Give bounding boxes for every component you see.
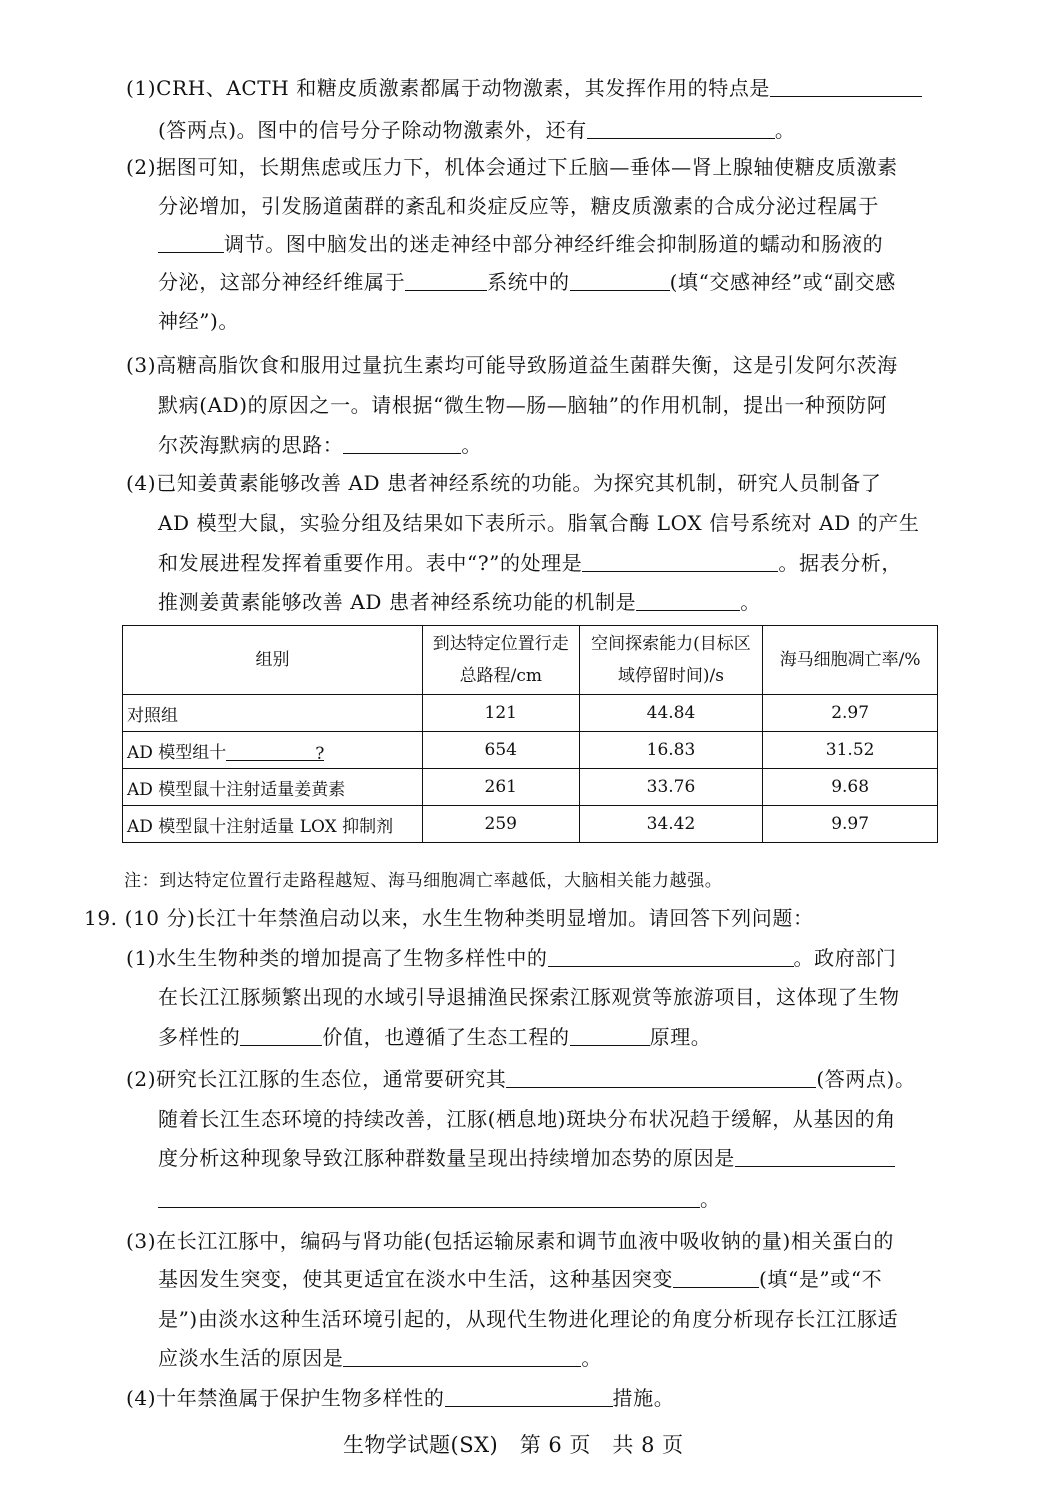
- cell-group: AD 模型组十 ?: [123, 732, 423, 769]
- cell-group: AD 模型鼠十注射适量姜黄素: [123, 769, 423, 806]
- answer-blank: [343, 433, 461, 454]
- table-row: [123, 695, 938, 732]
- answer-blank: [587, 118, 775, 139]
- q19-part2-line2: 随着长江生态环境的持续改善，江豚(栖息地)斑块分布状况趋于缓解，从基因的角: [158, 1107, 896, 1131]
- cell-distance: 121: [422, 695, 579, 732]
- cell-time: 44.84: [579, 695, 763, 732]
- q18-part4-line2: AD 模型大鼠，实验分组及结果如下表所示。脂氧合酶 LOX 信号系统对 AD 的产生: [158, 511, 920, 535]
- q18-part2-line1: (2)据图可知，长期焦虑或压力下，机体会通过下丘脑—垂体—肾上腺轴使糖皮质激素: [126, 155, 898, 179]
- q19-part3-line3: 是”)由淡水这种生活环境引起的，从现代生物进化理论的角度分析现存长江江豚适: [158, 1307, 899, 1331]
- question-mark-blank: ?: [226, 744, 324, 761]
- answer-blank: [506, 1067, 816, 1088]
- q19-part2-line3: 度分析这种现象导致江豚种群数量呈现出持续增加态势的原因是: [158, 1145, 895, 1171]
- table-row: [123, 769, 938, 806]
- cell-distance: 654: [422, 732, 579, 769]
- q18-part2-line4: 分泌，这部分神经纤维属于 系统中的 (填“交感神经”或“副交感: [158, 270, 896, 294]
- answer-blank: [343, 1346, 581, 1367]
- table-row: [123, 806, 938, 843]
- answer-blank: [673, 1267, 759, 1288]
- q18-part1-line2: (答两点)。图中的信号分子除动物激素外，还有 。: [158, 118, 796, 142]
- cell-apoptosis: 2.97: [763, 695, 938, 732]
- q19-part4-line1: (4)十年禁渔属于保护生物多样性的 措施。: [126, 1386, 675, 1410]
- answer-blank: [158, 232, 224, 253]
- page-footer: 生物学试题(SX) 第 6 页 共 8 页: [343, 1433, 684, 1457]
- q19-part1-line2: 在长江江豚频繁出现的水域引导退捕渔民探索江豚观赏等旅游项目，这体现了生物: [158, 985, 900, 1009]
- q18-part4-line4: 推测姜黄素能够改善 AD 患者神经系统功能的机制是 。: [158, 590, 761, 614]
- q19-part3-line2: 基因发生突变，使其更适宜在淡水中生活，这种基因突变 (填“是”或“不: [158, 1267, 883, 1291]
- q18-part2-line3: 调节。图中脑发出的迷走神经中部分神经纤维会抑制肠道的蠕动和肠液的: [158, 231, 883, 257]
- q18-part1-line1: (1)CRH、ACTH 和糖皮质激素都属于动物激素，其发挥作用的特点是: [126, 75, 922, 101]
- q19-part2-line1: (2)研究长江江豚的生态位，通常要研究其 (答两点)。: [126, 1067, 916, 1091]
- answer-blank: [636, 590, 740, 611]
- answer-blank: [405, 270, 487, 291]
- q19-part2-line4: 。: [158, 1186, 721, 1212]
- answer-blank: [158, 1187, 700, 1208]
- cell-distance: 259: [422, 806, 579, 843]
- q18-part3-line3: 尔茨海默病的思路： 。: [158, 433, 483, 457]
- header-distance: 到达特定位置行走总路程/cm: [422, 626, 579, 695]
- results-table: [122, 625, 938, 843]
- q19-part1-line3: 多样性的 价值，也遵循了生态工程的 原理。: [158, 1025, 712, 1049]
- q18-part2-line5: 神经”)。: [158, 309, 240, 333]
- q18-part4-line3: 和发展进程发挥着重要作用。表中“?”的处理是 。据表分析，: [158, 551, 902, 575]
- table-note: 注：到达特定位置行走路程越短、海马细胞凋亡率越低，大脑相关能力越强。: [124, 871, 723, 891]
- q18-part4-line1: (4)已知姜黄素能够改善 AD 患者神经系统的功能。为探究其机制，研究人员制备了: [126, 471, 882, 495]
- q19-part3-line1: (3)在长江江豚中，编码与肾功能(包括运输尿素和调节血液中吸收钠的量)相关蛋白的: [126, 1229, 894, 1253]
- cell-time: 33.76: [579, 769, 763, 806]
- answer-blank: [445, 1386, 613, 1407]
- cell-time: 34.42: [579, 806, 763, 843]
- answer-blank: [570, 270, 670, 291]
- header-group: 组别: [123, 626, 423, 695]
- q19-title: 19. (10 分)长江十年禁渔启动以来，水生生物种类明显增加。请回答下列问题：: [84, 906, 814, 930]
- cell-time: 16.83: [579, 732, 763, 769]
- answer-blank: [548, 946, 794, 967]
- q19-part3-line4: 应淡水生活的原因是 。: [158, 1346, 603, 1370]
- q19-part1-line1: (1)水生生物种类的增加提高了生物多样性中的 。政府部门: [126, 946, 897, 970]
- q18-part2-line2: 分泌增加，引发肠道菌群的紊乱和炎症反应等，糖皮质激素的合成分泌过程属于: [158, 194, 879, 218]
- table-row: [123, 732, 938, 769]
- cell-group: AD 模型鼠十注射适量 LOX 抑制剂: [123, 806, 423, 843]
- cell-group: 对照组: [123, 695, 423, 732]
- answer-blank: [735, 1146, 895, 1167]
- header-time: 空间探索能力(目标区域停留时间)/s: [579, 626, 763, 695]
- q18-part3-line1: (3)高糖高脂饮食和服用过量抗生素均可能导致肠道益生菌群失衡，这是引发阿尔茨海: [126, 353, 898, 377]
- header-apoptosis: 海马细胞凋亡率/%: [763, 626, 938, 695]
- cell-apoptosis: 31.52: [763, 732, 938, 769]
- cell-apoptosis: 9.97: [763, 806, 938, 843]
- answer-blank: [570, 1025, 650, 1046]
- answer-blank: [582, 551, 778, 572]
- q18-part3-line2: 默病(AD)的原因之一。请根据“微生物—肠—脑轴”的作用机制，提出一种预防阿: [158, 393, 888, 417]
- cell-distance: 261: [422, 769, 579, 806]
- answer-blank: [240, 1025, 322, 1046]
- cell-apoptosis: 9.68: [763, 769, 938, 806]
- answer-blank: [770, 76, 922, 97]
- table-header-row: [123, 626, 938, 695]
